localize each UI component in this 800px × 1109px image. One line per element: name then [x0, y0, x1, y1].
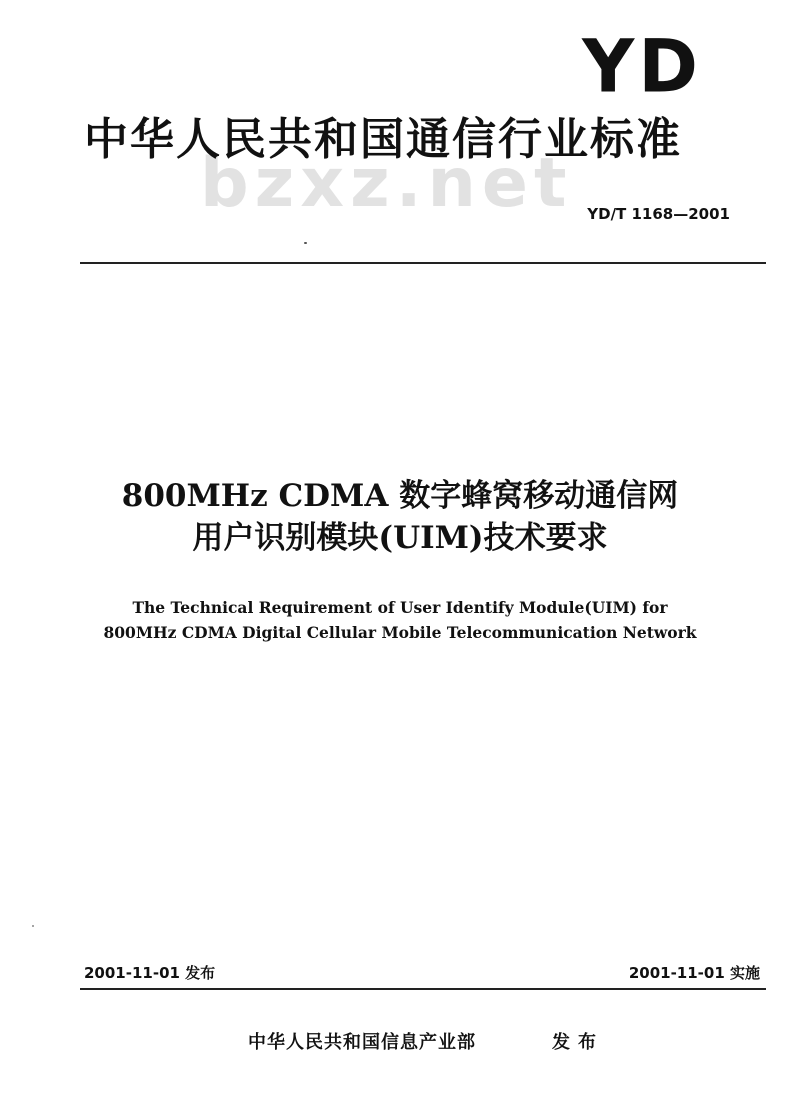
issuer-action: 发布 [552, 1032, 604, 1053]
watermark: bzxz.net [200, 144, 573, 223]
issue-date: 2001-11-01 发布 [84, 964, 216, 982]
issuing-authority: 中华人民共和国信息产业部 [248, 1032, 476, 1053]
yd-logo: YD [582, 23, 702, 109]
english-title-line-2: 800MHz CDMA Digital Cellular Mobile Telecommunication Network [103, 623, 697, 642]
top-divider [80, 262, 766, 264]
speck-mark [304, 242, 307, 244]
standard-title: 中华人民共和国通信行业标准 [84, 114, 682, 165]
bottom-divider [80, 988, 766, 990]
standard-number: YD/T 1168—2001 [587, 205, 730, 223]
chinese-title-line-2: 用户识别模块(UIM)技术要求 [192, 520, 608, 556]
chinese-title-line-1: 800MHz CDMA 数字蜂窝移动通信网 [121, 478, 679, 514]
implementation-date: 2001-11-01 实施 [628, 964, 760, 982]
speck-mark [32, 925, 34, 927]
english-title-line-1: The Technical Requirement of User Identify Module(UIM) for [132, 598, 668, 617]
